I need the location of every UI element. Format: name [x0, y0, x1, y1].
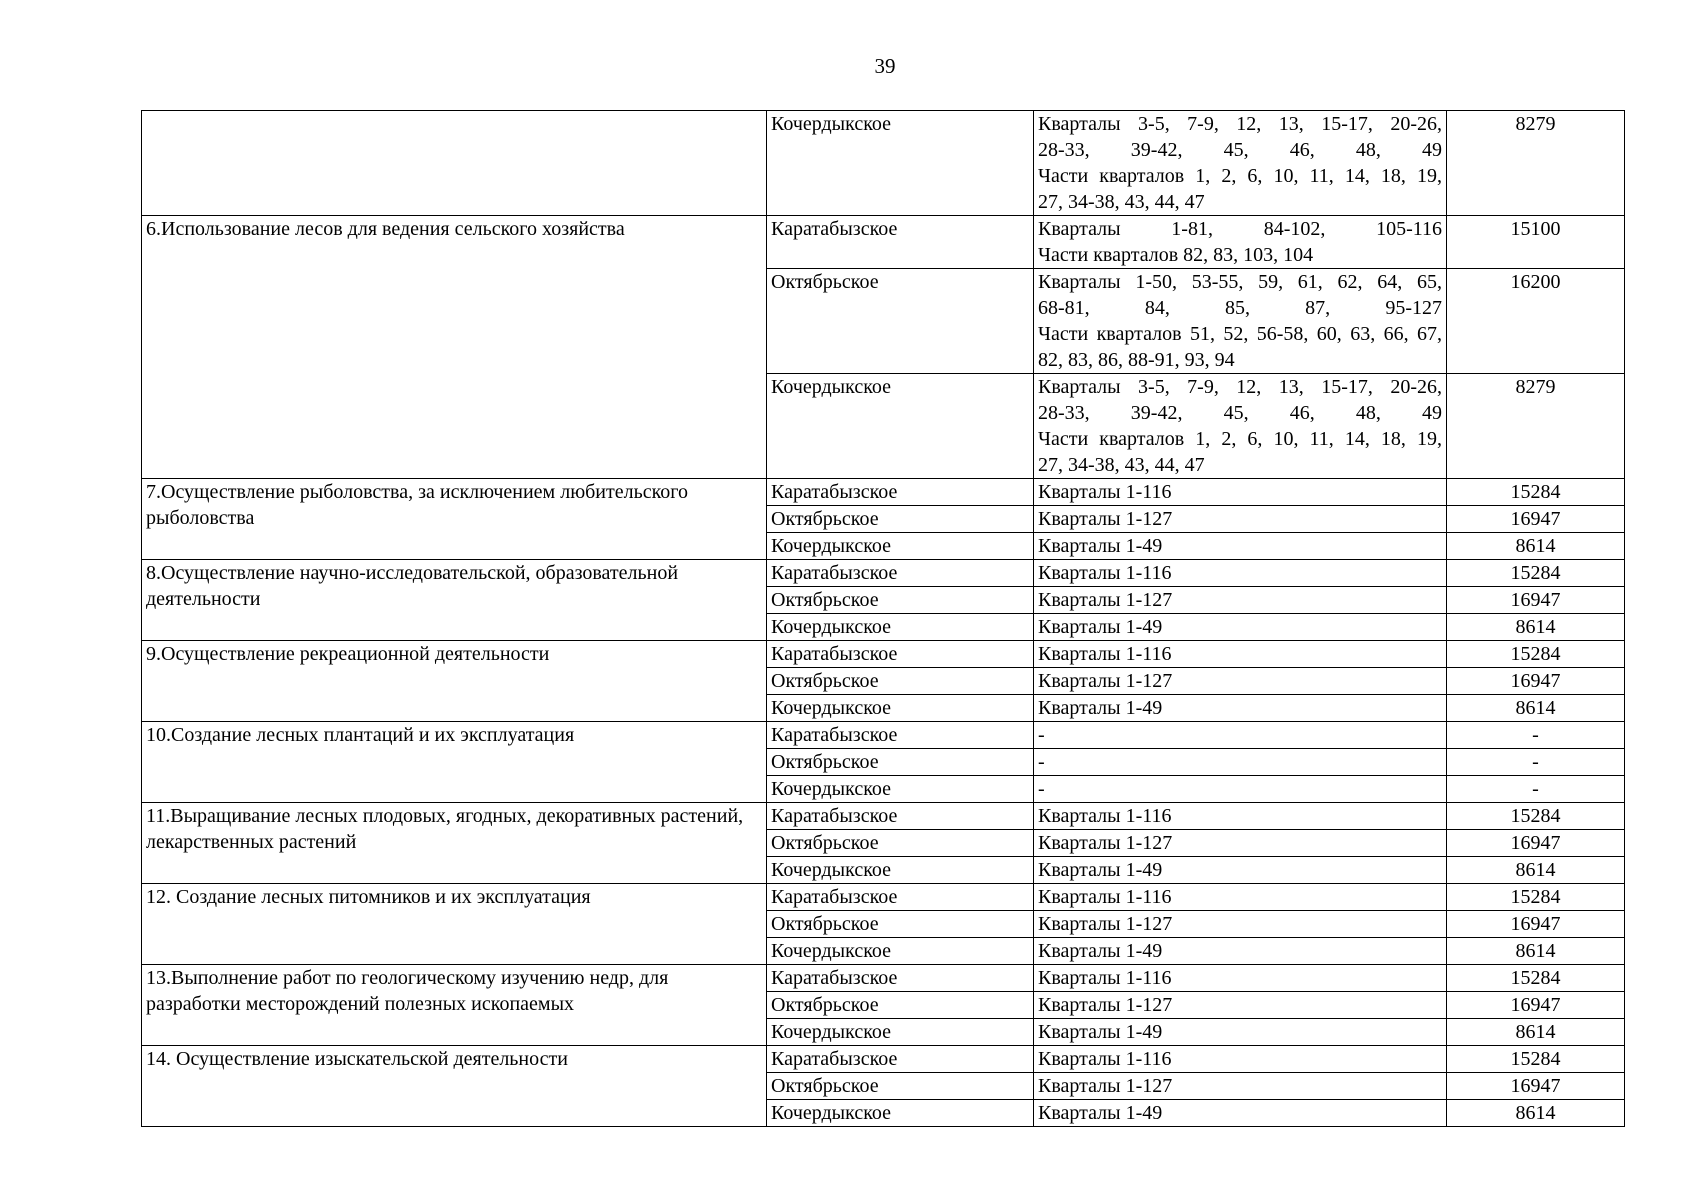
- quarters-line: 28-33, 39-42, 45, 46, 48, 49: [1038, 402, 1442, 424]
- quarters-cell: [1034, 587, 1447, 614]
- page-number: 39: [874, 54, 896, 78]
- quarters-cell: [1034, 695, 1447, 722]
- purpose-cell: 6.Использование лесов для ведения сельского хозяйства: [142, 216, 767, 479]
- forest-use-table: [141, 110, 1625, 1127]
- area-cell: 16947: [1447, 506, 1625, 533]
- area-cell: 15284: [1447, 1046, 1625, 1073]
- quarters-line: 27, 34-38, 43, 44, 47: [1038, 191, 1205, 213]
- area-cell: 8614: [1447, 1019, 1625, 1046]
- area-cell: 15284: [1447, 884, 1625, 911]
- purpose-cell: 13.Выполнение работ по геологическому изучению недр, для разработки месторождений полезных ископаемых: [142, 965, 767, 1046]
- quarters-cell: [1034, 749, 1447, 776]
- area-cell: -: [1447, 776, 1625, 803]
- area-cell: 16947: [1447, 992, 1625, 1019]
- purpose-cell: 14. Осуществление изыскательской деятельности: [142, 1046, 767, 1127]
- quarters-line: 82, 83, 86, 88-91, 93, 94: [1038, 349, 1235, 371]
- area-cell: 8614: [1447, 614, 1625, 641]
- quarters-line: Кварталы 1-116: [1038, 805, 1172, 827]
- quarters-line: 27, 34-38, 43, 44, 47: [1038, 454, 1205, 476]
- quarters-line: Кварталы 3-5, 7-9, 12, 13, 15-17, 20-26,: [1038, 113, 1442, 135]
- area-cell: 16947: [1447, 668, 1625, 695]
- forestry-cell: Каратабызское: [767, 884, 1034, 911]
- quarters-line: Части кварталов 51, 52, 56-58, 60, 63, 66, 67,: [1038, 323, 1442, 345]
- table-row: [142, 803, 1625, 830]
- table-row: [142, 479, 1625, 506]
- purpose-cell: 8.Осуществление научно-исследовательской, образовательной деятельности: [142, 560, 767, 641]
- area-cell: 15284: [1447, 641, 1625, 668]
- quarters-cell: [1034, 269, 1447, 374]
- forestry-cell: Каратабызское: [767, 965, 1034, 992]
- purpose-cell: 12. Создание лесных питомников и их эксплуатация: [142, 884, 767, 965]
- quarters-line: Кварталы 1-116: [1038, 562, 1172, 584]
- forestry-cell: Кочердыкское: [767, 857, 1034, 884]
- quarters-cell: [1034, 479, 1447, 506]
- table-row: [142, 722, 1625, 749]
- area-cell: -: [1447, 749, 1625, 776]
- area-cell: 8614: [1447, 857, 1625, 884]
- area-cell: 15284: [1447, 803, 1625, 830]
- area-cell: 16200: [1447, 269, 1625, 374]
- forestry-cell: Кочердыкское: [767, 533, 1034, 560]
- quarters-cell: [1034, 911, 1447, 938]
- quarters-line: Кварталы 1-49: [1038, 859, 1163, 881]
- purpose-cell: 9.Осуществление рекреационной деятельности: [142, 641, 767, 722]
- purpose-cell: 10.Создание лесных плантаций и их эксплуатация: [142, 722, 767, 803]
- area-cell: 8614: [1447, 938, 1625, 965]
- area-cell: 8279: [1447, 374, 1625, 479]
- quarters-line: Кварталы 1-127: [1038, 913, 1173, 935]
- quarters-cell: [1034, 374, 1447, 479]
- quarters-line: Кварталы 1-49: [1038, 1102, 1163, 1124]
- quarters-line: Кварталы 1-49: [1038, 535, 1163, 557]
- forestry-cell: Кочердыкское: [767, 111, 1034, 216]
- quarters-cell: [1034, 992, 1447, 1019]
- quarters-cell: [1034, 668, 1447, 695]
- area-cell: 15284: [1447, 560, 1625, 587]
- table-row: [142, 965, 1625, 992]
- quarters-line: Части кварталов 1, 2, 6, 10, 11, 14, 18, 19,: [1038, 428, 1442, 450]
- quarters-line: Кварталы 3-5, 7-9, 12, 13, 15-17, 20-26,: [1038, 376, 1442, 398]
- quarters-cell: [1034, 111, 1447, 216]
- quarters-line: Кварталы 1-49: [1038, 616, 1163, 638]
- quarters-line: Части кварталов 82, 83, 103, 104: [1038, 244, 1314, 266]
- quarters-line: Кварталы 1-127: [1038, 994, 1173, 1016]
- quarters-cell: [1034, 884, 1447, 911]
- forestry-cell: Каратабызское: [767, 216, 1034, 269]
- quarters-cell: [1034, 1046, 1447, 1073]
- quarters-cell: [1034, 830, 1447, 857]
- forestry-cell: Кочердыкское: [767, 374, 1034, 479]
- area-cell: 16947: [1447, 1073, 1625, 1100]
- quarters-line: Кварталы 1-127: [1038, 832, 1173, 854]
- area-cell: 8614: [1447, 695, 1625, 722]
- forestry-cell: Кочердыкское: [767, 776, 1034, 803]
- table-row: [142, 111, 1625, 216]
- quarters-cell: [1034, 506, 1447, 533]
- quarters-line: Кварталы 1-50, 53-55, 59, 61, 62, 64, 65,: [1038, 271, 1442, 293]
- area-cell: 16947: [1447, 830, 1625, 857]
- area-cell: 15284: [1447, 965, 1625, 992]
- quarters-line: Кварталы 1-49: [1038, 1021, 1163, 1043]
- forestry-cell: Каратабызское: [767, 641, 1034, 668]
- quarters-line: Части кварталов 1, 2, 6, 10, 11, 14, 18, 19,: [1038, 165, 1442, 187]
- quarters-line: Кварталы 1-49: [1038, 940, 1163, 962]
- quarters-cell: [1034, 803, 1447, 830]
- quarters-cell: [1034, 722, 1447, 749]
- quarters-line: Кварталы 1-127: [1038, 670, 1173, 692]
- quarters-line: Кварталы 1-116: [1038, 481, 1172, 503]
- purpose-cell: 7.Осуществление рыболовства, за исключением любительского рыболовства: [142, 479, 767, 560]
- forestry-cell: Октябрьское: [767, 587, 1034, 614]
- forestry-cell: Каратабызское: [767, 479, 1034, 506]
- forestry-cell: Кочердыкское: [767, 938, 1034, 965]
- table-row: [142, 884, 1625, 911]
- quarters-cell: [1034, 216, 1447, 269]
- forestry-cell: Кочердыкское: [767, 695, 1034, 722]
- quarters-line: 68-81, 84, 85, 87, 95-127: [1038, 297, 1442, 319]
- forestry-cell: Каратабызское: [767, 560, 1034, 587]
- area-cell: 15100: [1447, 216, 1625, 269]
- quarters-cell: [1034, 1100, 1447, 1127]
- forestry-cell: Октябрьское: [767, 668, 1034, 695]
- quarters-cell: [1034, 965, 1447, 992]
- forestry-cell: Октябрьское: [767, 506, 1034, 533]
- forestry-cell: Каратабызское: [767, 1046, 1034, 1073]
- purpose-cell: 11.Выращивание лесных плодовых, ягодных, декоративных растений, лекарственных растений: [142, 803, 767, 884]
- quarters-cell: [1034, 857, 1447, 884]
- quarters-line: 28-33, 39-42, 45, 46, 48, 49: [1038, 139, 1442, 161]
- area-cell: 15284: [1447, 479, 1625, 506]
- forestry-cell: Каратабызское: [767, 722, 1034, 749]
- area-cell: 8279: [1447, 111, 1625, 216]
- table-row: [142, 560, 1625, 587]
- quarters-line: Кварталы 1-49: [1038, 697, 1163, 719]
- quarters-line: Кварталы 1-81, 84-102, 105-116: [1038, 218, 1442, 240]
- quarters-line: -: [1038, 724, 1045, 746]
- quarters-line: Кварталы 1-127: [1038, 508, 1173, 530]
- area-cell: 8614: [1447, 533, 1625, 560]
- area-cell: 8614: [1447, 1100, 1625, 1127]
- area-cell: 16947: [1447, 911, 1625, 938]
- quarters-cell: [1034, 1073, 1447, 1100]
- quarters-cell: [1034, 938, 1447, 965]
- purpose-cell: [142, 111, 767, 216]
- forestry-cell: Каратабызское: [767, 803, 1034, 830]
- forestry-cell: Кочердыкское: [767, 1019, 1034, 1046]
- forestry-cell: Октябрьское: [767, 830, 1034, 857]
- quarters-cell: [1034, 533, 1447, 560]
- table-row: [142, 1046, 1625, 1073]
- forestry-cell: Октябрьское: [767, 1073, 1034, 1100]
- quarters-line: -: [1038, 751, 1045, 773]
- table-row: [142, 641, 1625, 668]
- forestry-cell: Кочердыкское: [767, 614, 1034, 641]
- quarters-cell: [1034, 641, 1447, 668]
- quarters-line: Кварталы 1-116: [1038, 967, 1172, 989]
- quarters-cell: [1034, 776, 1447, 803]
- forestry-cell: Октябрьское: [767, 269, 1034, 374]
- quarters-line: Кварталы 1-116: [1038, 1048, 1172, 1070]
- table-row: [142, 216, 1625, 269]
- quarters-cell: [1034, 1019, 1447, 1046]
- quarters-line: Кварталы 1-127: [1038, 1075, 1173, 1097]
- quarters-line: Кварталы 1-127: [1038, 589, 1173, 611]
- forestry-cell: Октябрьское: [767, 992, 1034, 1019]
- quarters-line: -: [1038, 778, 1045, 800]
- quarters-line: Кварталы 1-116: [1038, 886, 1172, 908]
- quarters-cell: [1034, 614, 1447, 641]
- area-cell: 16947: [1447, 587, 1625, 614]
- quarters-line: Кварталы 1-116: [1038, 643, 1172, 665]
- quarters-cell: [1034, 560, 1447, 587]
- forestry-cell: Октябрьское: [767, 749, 1034, 776]
- forestry-cell: Октябрьское: [767, 911, 1034, 938]
- area-cell: -: [1447, 722, 1625, 749]
- forestry-cell: Кочердыкское: [767, 1100, 1034, 1127]
